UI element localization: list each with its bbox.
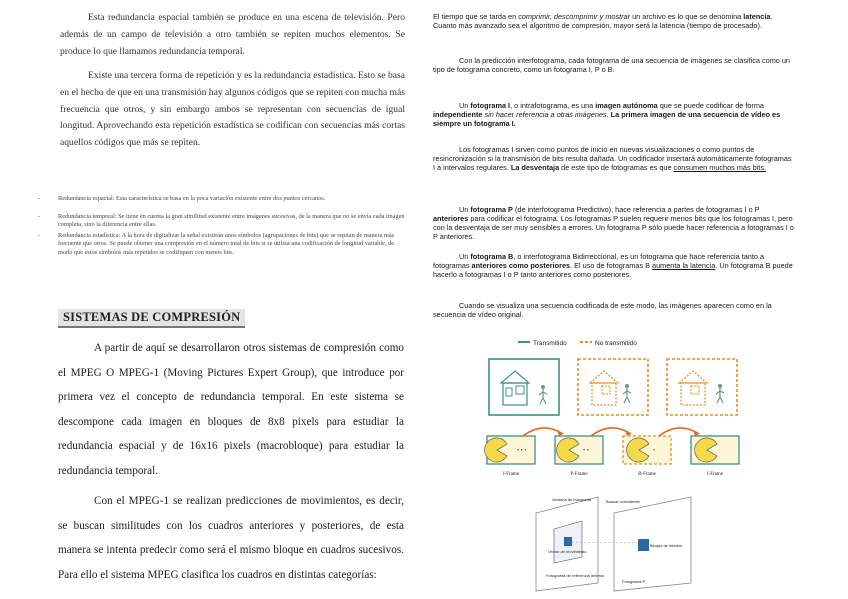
text-run: . [606,110,611,120]
left-page [0,0,420,599]
text-run: que se puede codificar de forma [657,101,764,110]
text-bold: anteriores como posteriores [471,261,571,271]
legend-not-transmitted-label: No transmitido [595,340,637,347]
bullet-dash: - [38,195,41,202]
text-bold: anteriores [433,214,469,224]
text-run: de este tipo de fotogramas es que [559,163,674,173]
paragraph-fotograma-i [433,101,795,128]
label-find-match: Buscar coincidente [606,499,640,504]
text-bold: imagen autónoma [595,101,658,110]
svg-text:• •: • • [583,448,589,454]
paragraph-fotograma-p [433,205,795,241]
text-bold: La primera imagen de una secuencia de vídeo es siempre un fotograma I. [433,110,781,129]
house-frame-transmitted [489,359,559,415]
text-run: Los fotogramas I sirven como puntos de inicio en nuevas visualizaciones o como puntos de resincronización si la transmisión de bits resulta dañada. Un codificador insertará automáticamente fotogramas I a intervalos regulares. [433,145,792,173]
text-run: Un [459,205,471,214]
paragraph-redundancia-temporal: Esta redundancia espacial también se produce en una escena de televisión. Pero además de un campo de televisión a otro también se repiten muchos elementos. Se produce lo que llamamos redundancia temporal. [60,12,405,57]
text-run: un archivo es lo que se denomina [630,12,744,21]
house-frame-not-transmitted [578,359,648,415]
text-run: para codificar el fotograma. Los fotogramas P suelen requerir menos bits que los fotogramas I, pero con la desventaja de ser muy sensibles a errores. Un fotograma P sólo puede hacer referencia a fotogramas I o P anteriores. [433,214,794,242]
bullet-dash: - [38,232,41,239]
label-target-block: Bloque de destino [650,543,683,548]
svg-text:• • •: • • • [517,448,527,454]
paragraph-fotograma-b [433,252,795,279]
text-underline: consumen muchos más bits. [673,163,767,173]
paragraph-interfotograma: Con la predicción interfotograma, cada fotograma de una secuencia de imágenes se clasifica como un tipo de fotograma concreto, como un fotograma I, P o B. [433,56,790,75]
text-run: . Cuanto más avanzado sea el algoritmo de compresión, mayor será la latencia (tiempo de procesado). [433,12,773,31]
section-heading: SISTEMAS DE COMPRESIÓN [58,309,245,328]
frame-label: P-Frame [570,472,588,477]
frame-types-figure [483,326,745,486]
match-block [564,537,572,546]
legend-transmitted-label: Transmitido [533,340,567,347]
bullet-text: Redundancia espacial: Esta característica se basa en la poca variación existente entre dos puntos cercanos. [58,195,326,202]
text-run: Un [459,252,471,261]
paragraph-redundancia-estadistica: Existe una tercera forma de repetición y es la redundancia estadística. Esto se basa en el hecho de que en una transmisión hay algunos códigos que se repiten con mucha más frecuencia que otros, y sin embargo ambos se representan con secuencias de igual longitud. Aprovechando esta repetición estadística se codifican con secuencias más cortas aquellos códigos que más se repiten. [60,70,405,149]
target-block [638,539,649,551]
motion-search-figure [526,491,706,594]
text-run: (de interfotograma Predictivo), hace referencia a partes de fotogramas I o P [512,205,760,214]
paragraph-visualizacion: Cuando se visualiza una secuencia codificada de este modo, las imágenes aparecen como en la secuencia de vídeo original. [433,301,772,320]
bullet-dash: - [38,213,41,220]
bullet-redundancia-espacial [38,195,408,203]
frame-label: I-Frame [502,472,520,477]
text-bold: latencia [743,12,771,21]
text-run: , o intrafotograma, es una [510,101,596,110]
label-search-window: Ventana de búsqueda [552,497,591,502]
text-bold: fotograma P [470,205,513,214]
frame-label: I-Frame [706,472,724,477]
text-underline: aumenta la latencia [652,261,716,271]
text-italic: sin hacer referencia a otras imágenes [484,110,607,120]
text-italic: comprimir, descomprimir y mostrar [518,12,631,21]
label-reference-frame: Fotograma de referencia anterior [546,573,605,578]
label-motion-vector: Vector de movimiento [548,549,587,554]
bullet-text: Redundancia temporal: Se tiene en cuenta la gran similitud existente entre imágenes sucesivas, de la manera que no se envía cada imagen completa, sino la diferencia entre ellas. [58,213,405,229]
text-bold: fotograma I [470,101,511,110]
svg-text:•: • [653,448,656,454]
text-bold: independiente [433,110,483,120]
text-bold: La desventaja [510,163,560,173]
text-run: , o interfotograma Bidirreccional, es un fotograma que hace referencia tanto a fotogramas [433,252,765,271]
text-run: . El uso de fotogramas B [570,261,653,271]
house-frame-not-transmitted [667,359,737,415]
bullet-text: Redundancia estadística: A la hora de digitalizar la señal existirán unos símbolos (agrupaciones de bits) que se repitan de manera más frecuente que otros. Se puede obtener una compresión en el número total de bits si se utiliza una codificación de longitud variable, de modo que estos símbolos más repetidos se codifiquen con menos bits. [58,232,395,256]
paragraph-mpeg1-prediccion: Con el MPEG-1 se realizan predicciones de movimientos, es decir, se buscan similitudes con los cuadros anteriores y posteriores, de esta manera se intenta predecir como será el mismo bloque en cuadros sucesivos. Para ello el sistema MPEG clasifica los cuadros en distintas categorías: [58,495,404,581]
text-bold: fotograma B [470,252,514,261]
label-p-frame: Fotograma P [622,579,646,584]
frame-label: B-Frame [638,472,656,477]
text-run: El tiempo que se tarda en [433,12,519,21]
bullet-redundancia-estadistica [38,232,408,257]
paragraph-mpeg1-intro: A partir de aquí se desarrollaron otros sistemas de compresión como el MPEG O MPEG-1 (Moving Pictures Expert Group), que introduce por primera vez el concepto de redundancia temporal. En este sistema se descompone cada imagen en bloques de 8x8 pixels para estudiar la redundancia espacial y de 16x16 pixels (macrobloque) para estudiar la redundancia temporal. [58,342,404,477]
paragraph-fotograma-i-uso [433,145,795,172]
text-run: . Un fotograma B puede hacerlo a fotogramas I o P tanto anteriores como posteriores. [433,261,793,280]
paragraph-latencia [433,12,795,30]
text-run: Un [459,101,471,110]
pacman-frames-row [485,428,739,464]
bullet-redundancia-temporal [38,213,408,230]
